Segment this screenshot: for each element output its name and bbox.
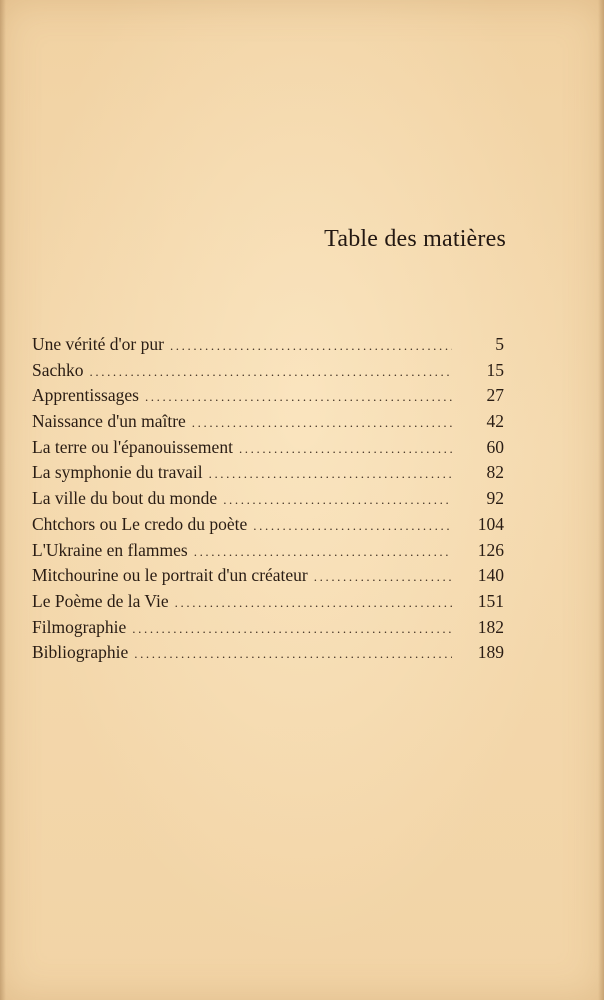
dot-leader bbox=[314, 564, 452, 590]
toc-entry-page: 182 bbox=[477, 616, 504, 637]
page-title: Table des matières bbox=[324, 226, 506, 252]
toc-entry[interactable] bbox=[32, 589, 504, 615]
toc-entry-title: Bibliographie bbox=[32, 642, 129, 663]
toc-entry-page: 60 bbox=[486, 436, 504, 457]
toc-entry-title: La symphonie du travail bbox=[32, 462, 203, 483]
toc-entry-page: 15 bbox=[486, 359, 504, 380]
toc-entry-page: 27 bbox=[486, 385, 504, 406]
dot-leader bbox=[132, 616, 452, 642]
table-of-contents bbox=[32, 332, 504, 666]
toc-entry-title: Naissance d'un maître bbox=[32, 411, 186, 432]
dot-leader bbox=[134, 641, 452, 667]
toc-entry[interactable] bbox=[32, 332, 504, 358]
dot-leader bbox=[223, 487, 452, 513]
toc-entry-page: 151 bbox=[477, 590, 504, 611]
toc-entry-title: La ville du bout du monde bbox=[32, 488, 218, 509]
toc-entry-page: 82 bbox=[486, 462, 504, 483]
toc-entry[interactable] bbox=[32, 409, 504, 435]
toc-entry-page: 5 bbox=[495, 334, 504, 354]
dot-leader bbox=[253, 513, 452, 539]
page-edge-right bbox=[598, 0, 604, 1000]
toc-entry-page: 42 bbox=[486, 411, 504, 432]
toc-entry[interactable] bbox=[32, 460, 504, 486]
toc-entry-page: 104 bbox=[477, 513, 504, 534]
toc-entry-page: 140 bbox=[477, 565, 504, 586]
dot-leader bbox=[170, 333, 452, 359]
toc-entry-page: 92 bbox=[486, 488, 504, 509]
toc-entry-page: 189 bbox=[477, 642, 504, 663]
dot-leader bbox=[209, 461, 452, 487]
toc-entry[interactable] bbox=[32, 358, 504, 384]
dot-leader bbox=[194, 539, 452, 565]
toc-entry[interactable] bbox=[32, 538, 504, 564]
dot-leader bbox=[175, 590, 452, 616]
toc-entry-title: Le Poème de la Vie bbox=[32, 590, 169, 611]
toc-entry[interactable] bbox=[32, 615, 504, 641]
page-edge-left bbox=[0, 0, 6, 1000]
toc-entry[interactable] bbox=[32, 512, 504, 538]
dot-leader bbox=[192, 410, 452, 436]
dot-leader bbox=[239, 436, 452, 462]
toc-entry-page: 126 bbox=[477, 539, 504, 560]
dot-leader bbox=[90, 359, 452, 385]
toc-entry-title: Une vérité d'or pur bbox=[32, 334, 164, 354]
dot-leader bbox=[145, 384, 452, 410]
toc-entry-title: Mitchourine ou le portrait d'un créateur bbox=[32, 565, 308, 586]
toc-entry-title: La terre ou l'épanouissement bbox=[32, 436, 233, 457]
toc-entry[interactable] bbox=[32, 435, 504, 461]
toc-entry-title: Filmographie bbox=[32, 616, 127, 637]
toc-entry[interactable] bbox=[32, 640, 504, 666]
toc-entry-title: Chtchors ou Le credo du poète bbox=[32, 513, 248, 534]
toc-entry-title: L'Ukraine en flammes bbox=[32, 539, 188, 560]
toc-entry-title: Apprentissages bbox=[32, 385, 139, 406]
toc-entry[interactable] bbox=[32, 383, 504, 409]
toc-entry[interactable] bbox=[32, 563, 504, 589]
toc-entry[interactable] bbox=[32, 486, 504, 512]
toc-entry-title: Sachko bbox=[32, 359, 84, 380]
